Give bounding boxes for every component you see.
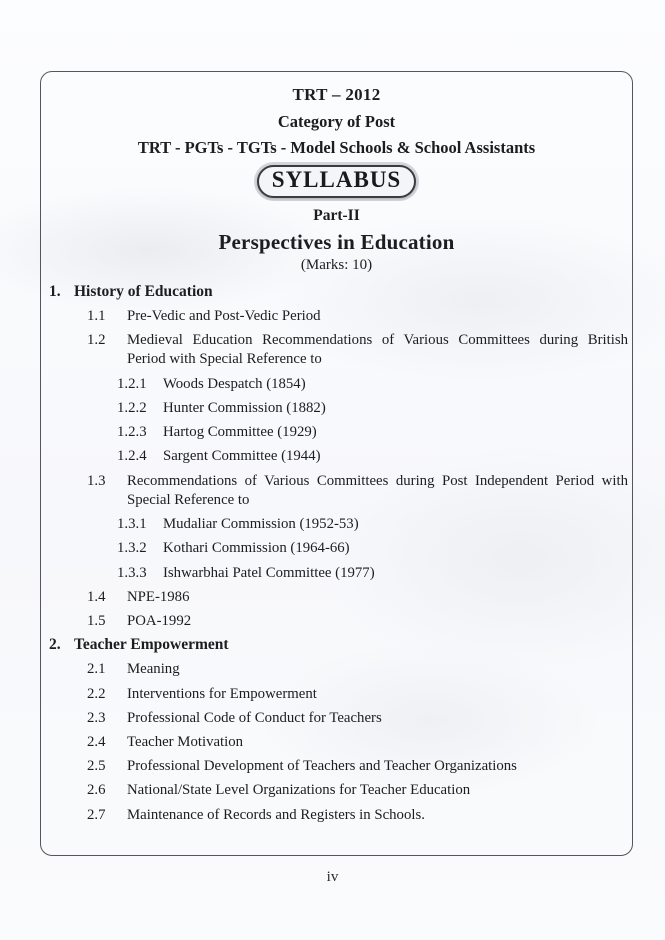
- syllabus-subitem: [41, 564, 632, 583]
- item-text: Recommendations of Various Committees during Post Independent Period with Special Reference to: [127, 472, 628, 508]
- subitem-number: 1.2.2: [117, 399, 147, 416]
- subitem-text: Mudaliar Commission (1952-53): [163, 516, 359, 533]
- item-number: 2.4: [87, 733, 106, 750]
- subitem-text: Sargent Committee (1944): [163, 448, 321, 465]
- item-number: 2.1: [87, 661, 106, 678]
- subitem-number: 1.3.3: [117, 564, 147, 581]
- section-title: Teacher Empowerment: [74, 636, 229, 654]
- page-title: Perspectives in Education: [218, 230, 455, 254]
- section-heading: [41, 283, 632, 301]
- subitem-text: Woods Despatch (1854): [163, 375, 306, 392]
- item-text: Maintenance of Records and Registers in Schools.: [127, 806, 425, 823]
- syllabus-item: [41, 757, 632, 776]
- subitem-text: Hunter Commission (1882): [163, 399, 326, 416]
- category-of-post-label: Category of Post: [277, 112, 396, 131]
- syllabus-item: [41, 806, 632, 825]
- syllabus-item: [41, 331, 632, 369]
- item-number: 2.6: [87, 782, 106, 799]
- item-text: NPE-1986: [127, 588, 190, 605]
- syllabus-subitem: [41, 375, 632, 394]
- item-text: Interventions for Empowerment: [127, 685, 317, 702]
- subitem-number: 1.2.4: [117, 448, 147, 465]
- syllabus-subitem: [41, 539, 632, 558]
- item-text: Teacher Motivation: [127, 733, 244, 750]
- subitem-number: 1.2.1: [117, 375, 147, 392]
- syllabus-outline: [41, 283, 632, 825]
- item-text: Professional Code of Conduct for Teachers: [127, 709, 382, 726]
- item-number: 2.5: [87, 758, 106, 775]
- syllabus-item: [41, 685, 632, 704]
- section-heading: [41, 636, 632, 654]
- page-number: iv: [326, 869, 339, 885]
- item-number: 2.3: [87, 709, 106, 726]
- subitem-text: Hartog Committee (1929): [163, 424, 317, 441]
- syllabus-item: [41, 307, 632, 326]
- post-categories: TRT - PGTs - TGTs - Model Schools & School Assistants: [137, 138, 536, 157]
- syllabus-subitem: [41, 399, 632, 418]
- item-number: 2.2: [87, 685, 106, 702]
- syllabus-subitem: [41, 515, 632, 534]
- subitem-number: 1.3.2: [117, 540, 147, 557]
- marks-label: (Marks: 10): [300, 257, 373, 273]
- item-number: 1.5: [87, 613, 106, 630]
- syllabus-subitem: [41, 447, 632, 466]
- syllabus-item: [41, 733, 632, 752]
- section-number: 1.: [49, 283, 61, 300]
- syllabus-item: [41, 709, 632, 728]
- subitem-text: Kothari Commission (1964-66): [163, 540, 350, 557]
- syllabus-badge-row: [41, 165, 632, 198]
- item-text: Professional Development of Teachers and Teacher Organizations: [127, 758, 517, 775]
- syllabus-item: [41, 588, 632, 607]
- syllabus-item: [41, 472, 632, 510]
- item-number: 1.4: [87, 588, 106, 605]
- section-number: 2.: [49, 636, 61, 654]
- syllabus-subitem: [41, 423, 632, 442]
- subitem-number: 1.2.3: [117, 424, 147, 441]
- item-number: 1.1: [87, 308, 106, 324]
- page-border-frame: [40, 71, 633, 856]
- subitem-number: 1.3.1: [117, 516, 147, 533]
- syllabus-badge: SYLLABUS: [257, 165, 416, 198]
- syllabus-item: [41, 612, 632, 631]
- item-text: POA-1992: [127, 613, 192, 630]
- item-number: 2.7: [87, 806, 106, 823]
- item-text: Meaning: [127, 661, 180, 678]
- item-text: Medieval Education Recommendations of Various Committees during British Period with Special Reference to: [127, 332, 628, 368]
- section-title: History of Education: [74, 283, 213, 300]
- subitem-text: Ishwarbhai Patel Committee (1977): [163, 564, 375, 581]
- exam-code: TRT – 2012: [292, 85, 381, 104]
- part-label: Part-II: [313, 207, 360, 224]
- item-number: 1.2: [87, 332, 106, 349]
- item-text: National/State Level Organizations for Teacher Education: [127, 782, 471, 799]
- syllabus-item: [41, 781, 632, 800]
- item-number: 1.3: [87, 472, 106, 489]
- item-text: Pre-Vedic and Post-Vedic Period: [127, 308, 321, 324]
- syllabus-item: [41, 660, 632, 679]
